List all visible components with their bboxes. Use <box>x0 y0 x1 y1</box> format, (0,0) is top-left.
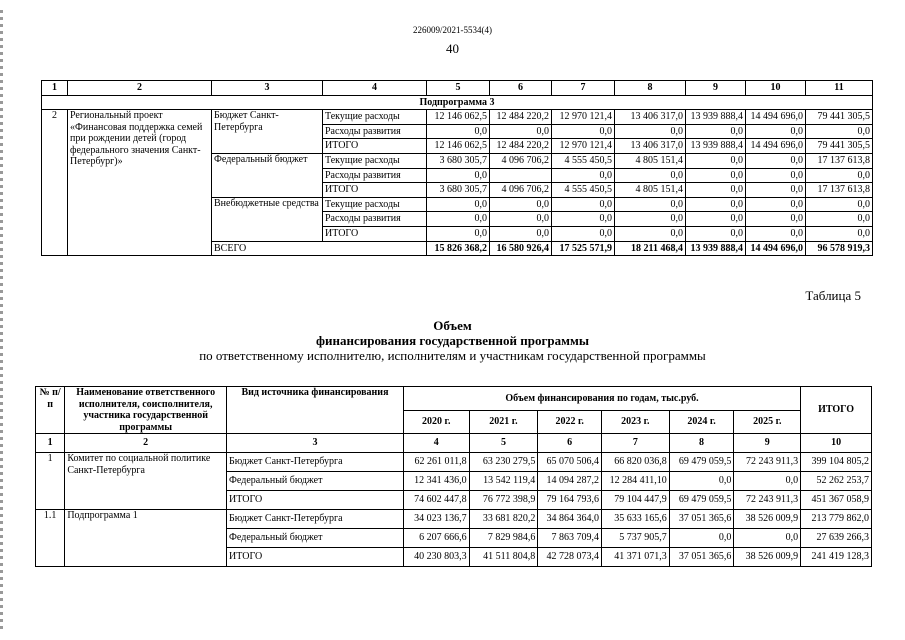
value-cell: 12 146 062,5 <box>427 139 490 154</box>
financing-table-subprogram-3 <box>41 80 873 256</box>
value-cell: 40 230 803,3 <box>403 548 469 567</box>
column-number: 10 <box>801 434 872 453</box>
column-number: 3 <box>227 434 404 453</box>
table-row <box>36 510 872 529</box>
value-cell: 14 494 696,0 <box>746 139 806 154</box>
value-cell: 0,0 <box>552 124 615 139</box>
column-number-row <box>36 434 872 453</box>
expense-type: Расходы развития <box>323 124 427 139</box>
executor-name: Комитет по социальной политике Санкт-Петербурга <box>65 453 227 510</box>
expense-type: ИТОГО <box>323 226 427 241</box>
value-cell: 76 772 398,9 <box>469 491 538 510</box>
value-cell: 0,0 <box>427 124 490 139</box>
page-number: 40 <box>446 41 459 56</box>
value-cell: 52 262 253,7 <box>801 472 872 491</box>
column-number-row <box>42 81 873 96</box>
financing-table-5 <box>35 386 872 567</box>
value-cell: 66 820 036,8 <box>601 453 669 472</box>
value-cell: 0,0 <box>615 168 686 183</box>
value-cell: 65 070 506,4 <box>538 453 602 472</box>
value-cell: 13 939 888,4 <box>686 110 746 125</box>
value-cell: 6 207 666,6 <box>403 529 469 548</box>
value-cell: 13 939 888,4 <box>686 139 746 154</box>
column-number: 4 <box>403 434 469 453</box>
value-cell: 0,0 <box>806 212 873 227</box>
value-cell: 0,0 <box>490 197 552 212</box>
total-value: 96 578 919,3 <box>806 241 873 256</box>
column-number: 10 <box>746 81 806 96</box>
column-number: 7 <box>601 434 669 453</box>
funding-source: Федеральный бюджет <box>227 529 404 548</box>
total-value: 17 525 571,9 <box>552 241 615 256</box>
value-cell: 41 511 804,8 <box>469 548 538 567</box>
value-cell: 0,0 <box>746 153 806 168</box>
value-cell: 3 680 305,7 <box>427 183 490 198</box>
header-year: 2022 г. <box>538 410 602 434</box>
value-cell: 12 484 220,2 <box>490 110 552 125</box>
value-cell: 213 779 862,0 <box>801 510 872 529</box>
column-number: 2 <box>68 81 212 96</box>
total-value: 13 939 888,4 <box>686 241 746 256</box>
header-year: 2023 г. <box>601 410 669 434</box>
table-row <box>36 453 872 472</box>
value-cell: 241 419 128,3 <box>801 548 872 567</box>
executor-name: Подпрограмма 1 <box>65 510 227 567</box>
value-cell: 12 970 121,4 <box>552 139 615 154</box>
header-source: Вид источника финансирования <box>227 387 404 434</box>
value-cell: 4 096 706,2 <box>490 183 552 198</box>
total-value: 16 580 926,4 <box>490 241 552 256</box>
value-cell: 13 406 317,0 <box>615 139 686 154</box>
section-title: Объем <box>433 318 472 333</box>
funding-source: Федеральный бюджет <box>212 153 323 197</box>
value-cell: 399 104 805,2 <box>801 453 872 472</box>
total-value: 15 826 368,2 <box>427 241 490 256</box>
section-description: по ответственному исполнителю, исполнителям и участникам государственной программы <box>199 348 706 363</box>
funding-source: Бюджет Санкт-Петербурга <box>227 510 404 529</box>
value-cell: 33 681 820,2 <box>469 510 538 529</box>
value-cell: 0,0 <box>490 124 552 139</box>
column-number: 6 <box>538 434 602 453</box>
value-cell: 0,0 <box>427 212 490 227</box>
value-cell: 0,0 <box>552 197 615 212</box>
value-cell: 79 441 305,5 <box>806 139 873 154</box>
column-number: 2 <box>65 434 227 453</box>
header-no: № п/п <box>36 387 65 434</box>
subprogram-title: Подпрограмма 3 <box>42 95 873 110</box>
value-cell: 0,0 <box>806 197 873 212</box>
column-number: 4 <box>323 81 427 96</box>
value-cell: 34 864 364,0 <box>538 510 602 529</box>
value-cell: 0,0 <box>686 212 746 227</box>
value-cell: 14 494 696,0 <box>746 110 806 125</box>
column-number: 1 <box>36 434 65 453</box>
value-cell: 41 371 071,3 <box>601 548 669 567</box>
value-cell: 0,0 <box>686 168 746 183</box>
value-cell: 4 096 706,2 <box>490 153 552 168</box>
column-number: 5 <box>427 81 490 96</box>
table-row <box>42 110 873 125</box>
value-cell: 0,0 <box>746 183 806 198</box>
value-cell: 0,0 <box>490 212 552 227</box>
value-cell: 0,0 <box>746 197 806 212</box>
header-row <box>36 387 872 411</box>
column-number: 11 <box>806 81 873 96</box>
value-cell: 0,0 <box>669 529 734 548</box>
column-number: 9 <box>734 434 801 453</box>
section-subtitle: финансирования государственной программы <box>316 333 589 348</box>
value-cell: 0,0 <box>686 124 746 139</box>
value-cell: 0,0 <box>615 212 686 227</box>
funding-source: ИТОГО <box>227 548 404 567</box>
value-cell: 0,0 <box>746 212 806 227</box>
value-cell: 79 441 305,5 <box>806 110 873 125</box>
value-cell: 0,0 <box>806 168 873 183</box>
value-cell: 79 164 793,6 <box>538 491 602 510</box>
column-number: 6 <box>490 81 552 96</box>
value-cell: 37 051 365,6 <box>669 510 734 529</box>
expense-type: ИТОГО <box>323 139 427 154</box>
value-cell <box>490 168 552 183</box>
value-cell: 7 863 709,4 <box>538 529 602 548</box>
value-cell: 12 284 411,10 <box>601 472 669 491</box>
row-number: 1 <box>36 453 65 510</box>
column-number: 9 <box>686 81 746 96</box>
column-number: 1 <box>42 81 68 96</box>
funding-source: ИТОГО <box>227 491 404 510</box>
funding-source: Внебюджетные средства <box>212 197 323 241</box>
column-number: 8 <box>615 81 686 96</box>
expense-type: Текущие расходы <box>323 110 427 125</box>
value-cell: 3 680 305,7 <box>427 153 490 168</box>
value-cell: 42 728 073,4 <box>538 548 602 567</box>
value-cell: 0,0 <box>746 124 806 139</box>
value-cell: 4 805 151,4 <box>615 153 686 168</box>
document-id: 226009/2021-5534(4) <box>413 25 492 35</box>
value-cell: 0,0 <box>427 168 490 183</box>
header-year: 2021 г. <box>469 410 538 434</box>
value-cell: 0,0 <box>427 197 490 212</box>
value-cell: 37 051 365,6 <box>669 548 734 567</box>
value-cell: 0,0 <box>806 124 873 139</box>
value-cell: 17 137 613,8 <box>806 153 873 168</box>
value-cell: 0,0 <box>615 124 686 139</box>
project-name: Региональный проект «Финансовая поддержка семей при рождении детей (город федерального значения Санкт-Петербург)» <box>68 110 212 256</box>
value-cell: 0,0 <box>552 226 615 241</box>
value-cell: 74 602 447,8 <box>403 491 469 510</box>
value-cell: 4 805 151,4 <box>615 183 686 198</box>
value-cell: 79 104 447,9 <box>601 491 669 510</box>
header-year: 2025 г. <box>734 410 801 434</box>
total-label: ВСЕГО <box>212 241 427 256</box>
header-name: Наименование ответственного исполнителя, соисполнителя, участника государственной программы <box>65 387 227 434</box>
value-cell: 4 555 450,5 <box>552 153 615 168</box>
header-total: ИТОГО <box>801 387 872 434</box>
column-number: 3 <box>212 81 323 96</box>
funding-source: Бюджет Санкт-Петербурга <box>212 110 323 154</box>
expense-type: Текущие расходы <box>323 197 427 212</box>
value-cell: 0,0 <box>615 197 686 212</box>
total-value: 18 211 468,4 <box>615 241 686 256</box>
total-value: 14 494 696,0 <box>746 241 806 256</box>
header-year: 2020 г. <box>403 410 469 434</box>
value-cell: 7 829 984,6 <box>469 529 538 548</box>
funding-source: Федеральный бюджет <box>227 472 404 491</box>
header-year: 2024 г. <box>669 410 734 434</box>
value-cell: 38 526 009,9 <box>734 548 801 567</box>
value-cell: 69 479 059,5 <box>669 453 734 472</box>
value-cell: 72 243 911,3 <box>734 491 801 510</box>
value-cell: 17 137 613,8 <box>806 183 873 198</box>
subprogram-row <box>42 95 873 110</box>
value-cell: 13 406 317,0 <box>615 110 686 125</box>
expense-type: Текущие расходы <box>323 153 427 168</box>
value-cell: 0,0 <box>746 168 806 183</box>
value-cell: 14 094 287,2 <box>538 472 602 491</box>
expense-type: ИТОГО <box>323 183 427 198</box>
value-cell: 0,0 <box>552 168 615 183</box>
value-cell: 12 146 062,5 <box>427 110 490 125</box>
column-number: 5 <box>469 434 538 453</box>
value-cell: 13 542 119,4 <box>469 472 538 491</box>
column-number: 8 <box>669 434 734 453</box>
value-cell: 62 261 011,8 <box>403 453 469 472</box>
value-cell: 4 555 450,5 <box>552 183 615 198</box>
value-cell: 72 243 911,3 <box>734 453 801 472</box>
value-cell: 34 023 136,7 <box>403 510 469 529</box>
expense-type: Расходы развития <box>323 212 427 227</box>
value-cell: 5 737 905,7 <box>601 529 669 548</box>
funding-source: Бюджет Санкт-Петербурга <box>227 453 404 472</box>
value-cell: 0,0 <box>427 226 490 241</box>
value-cell: 451 367 058,9 <box>801 491 872 510</box>
value-cell: 0,0 <box>806 226 873 241</box>
value-cell: 0,0 <box>615 226 686 241</box>
value-cell: 0,0 <box>734 472 801 491</box>
table-label: Таблица 5 <box>805 288 861 303</box>
column-number: 7 <box>552 81 615 96</box>
value-cell: 12 484 220,2 <box>490 139 552 154</box>
value-cell: 12 970 121,4 <box>552 110 615 125</box>
value-cell: 0,0 <box>746 226 806 241</box>
value-cell: 0,0 <box>686 197 746 212</box>
expense-type: Расходы развития <box>323 168 427 183</box>
value-cell: 0,0 <box>552 212 615 227</box>
value-cell: 0,0 <box>490 226 552 241</box>
row-number: 2 <box>42 110 68 256</box>
value-cell: 0,0 <box>669 472 734 491</box>
header-funding: Объем финансирования по годам, тыс.руб. <box>403 387 800 411</box>
value-cell: 0,0 <box>734 529 801 548</box>
value-cell: 35 633 165,6 <box>601 510 669 529</box>
row-number: 1.1 <box>36 510 65 567</box>
value-cell: 0,0 <box>686 226 746 241</box>
value-cell: 69 479 059,5 <box>669 491 734 510</box>
value-cell: 38 526 009,9 <box>734 510 801 529</box>
value-cell: 27 639 266,3 <box>801 529 872 548</box>
value-cell: 0,0 <box>686 183 746 198</box>
value-cell: 63 230 279,5 <box>469 453 538 472</box>
value-cell: 0,0 <box>686 153 746 168</box>
value-cell: 12 341 436,0 <box>403 472 469 491</box>
